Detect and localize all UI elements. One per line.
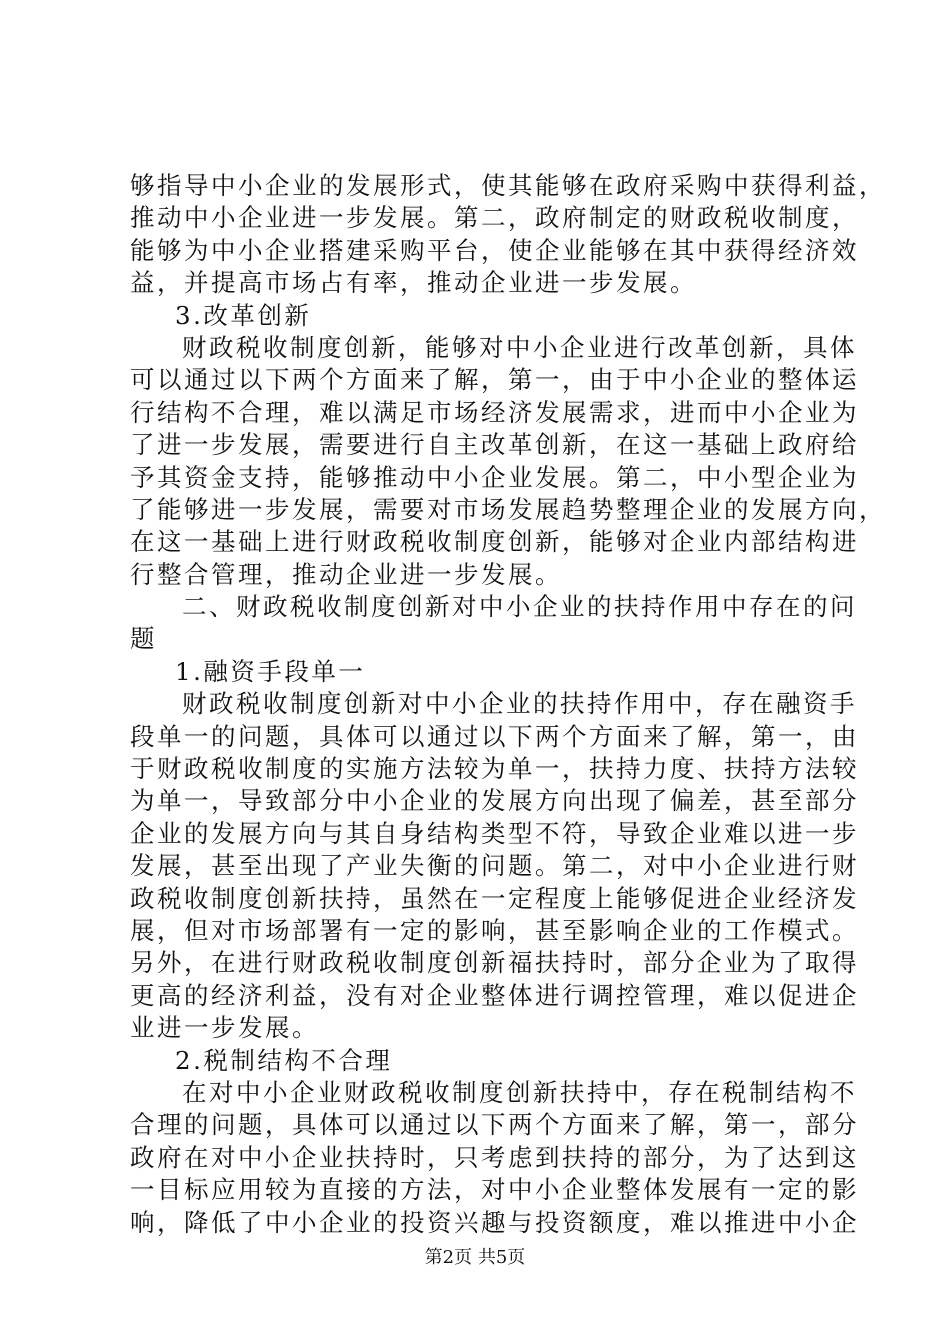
chapter-heading-continued: 题 xyxy=(130,624,157,654)
text-line: 了能够进一步发展，需要对市场发展趋势整理企业的发展方向， xyxy=(130,494,886,524)
text-line: 业进一步发展。 xyxy=(130,1013,319,1043)
section-heading: 2.税制结构不合理 xyxy=(175,1045,393,1075)
text-line: 响，降低了中小企业的投资兴趣与投资额度，难以推进中小企 xyxy=(130,1207,859,1237)
text-line: 益，并提高市场占有率，推动企业进一步发展。 xyxy=(130,268,697,298)
text-line: 段单一的问题，具体可以通过以下两个方面来了解，第一，由 xyxy=(130,721,859,751)
text-line: 发展，甚至出现了产业失衡的问题。第二，对中小企业进行财 xyxy=(130,851,859,881)
text-line: 财政税收制度创新对中小企业的扶持作用中，存在融资手 xyxy=(182,689,857,719)
text-line: 合理的问题，具体可以通过以下两个方面来了解，第一，部分 xyxy=(130,1110,859,1140)
text-line: 另外，在进行财政税收制度创新福扶持时，部分企业为了取得 xyxy=(130,948,859,978)
text-line: 行结构不合理，难以满足市场经济发展需求，进而中小企业为 xyxy=(130,397,859,427)
page-footer xyxy=(0,1246,950,1270)
text-line: 够指导中小企业的发展形式，使其能够在政府采购中获得利益， xyxy=(130,171,886,200)
text-line: 一目标应用较为直接的方法，对中小企业整体发展有一定的影 xyxy=(130,1175,859,1205)
text-line: 予其资金支持，能够推动中小企业发展。第二，中小型企业为 xyxy=(130,462,859,492)
text-line: 在这一基础上进行财政税收制度创新，能够对企业内部结构进 xyxy=(130,527,859,557)
text-line: 于财政税收制度的实施方法较为单一，扶持力度、扶持方法较 xyxy=(130,754,859,784)
section-heading: 1.融资手段单一 xyxy=(175,656,366,686)
page-number: 第2页 共5页 xyxy=(424,1247,526,1268)
text-line: 财政税收制度创新，能够对中小企业进行改革创新，具体 xyxy=(182,332,857,362)
text-line: 企业的发展方向与其自身结构类型不符，导致企业难以进一步 xyxy=(130,818,859,848)
text-line: 推动中小企业进一步发展。第二，政府制定的财政税收制度， xyxy=(130,203,859,233)
text-line: 政税收制度创新扶持，虽然在一定程度上能够促进企业经济发 xyxy=(130,883,859,913)
section-heading: 3.改革创新 xyxy=(175,300,312,330)
text-line: 行整合管理，推动企业进一步发展。 xyxy=(130,559,562,589)
text-line: 能够为中小企业搭建采购平台，使企业能够在其中获得经济效 xyxy=(130,235,859,265)
text-line: 可以通过以下两个方面来了解，第一，由于中小企业的整体运 xyxy=(130,365,859,395)
text-line: 更高的经济利益，没有对企业整体进行调控管理，难以促进企 xyxy=(130,980,859,1010)
document-body xyxy=(130,170,886,1239)
text-line: 了进一步发展，需要进行自主改革创新，在这一基础上政府给 xyxy=(130,430,859,460)
text-line: 展，但对市场部署有一定的影响，甚至影响企业的工作模式。 xyxy=(130,915,859,945)
text-line: 政府在对中小企业扶持时，只考虑到扶持的部分，为了达到这 xyxy=(130,1142,859,1172)
text-line: 在对中小企业财政税收制度创新扶持中，存在税制结构不 xyxy=(182,1077,857,1107)
text-line: 为单一，导致部分中小企业的发展方向出现了偏差，甚至部分 xyxy=(130,786,859,816)
chapter-heading: 二、财政税收制度创新对中小企业的扶持作用中存在的问 xyxy=(182,592,857,622)
